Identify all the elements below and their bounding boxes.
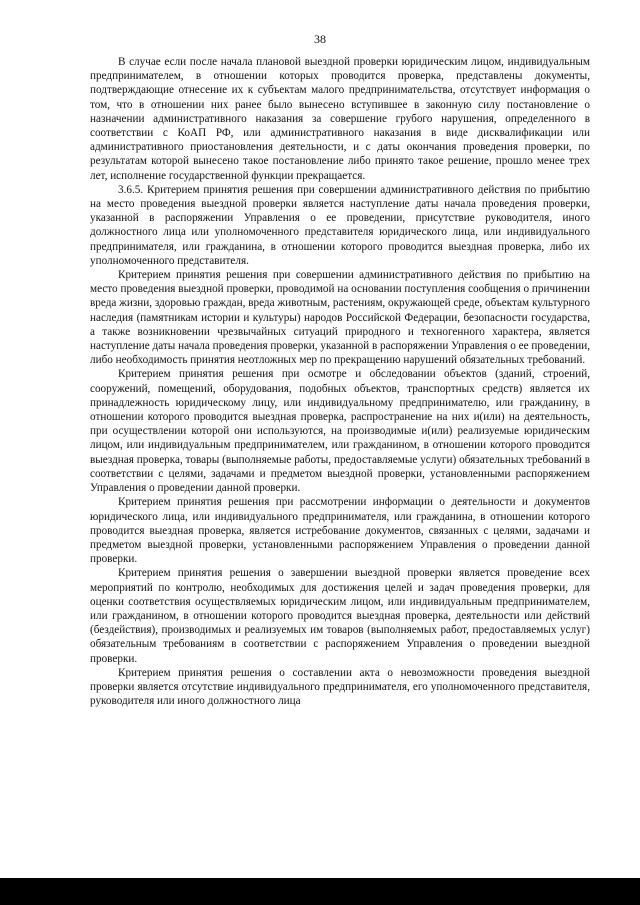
paragraph-3-6-5-arrival-criterion: 3.6.5. Критерием принятия решения при совершении административного действия по прибытию на место проведения выездной проверки является наступление даты начала проведения проверки, указанной в распоряжении Управления о ее проведении, присутствие руководителя, иного должностного лица или уполномоченного представителя юридического лица, или индивидуального предпринимателя, или гражданина, в отношении которого проводится выездная проверка, либо их уполномоченного представителя.	[90, 183, 590, 267]
paragraph-documents-review-criterion: Критерием принятия решения при рассмотрении информации о деятельности и документов юридического лица, или индивидуального предпринимателя, или гражданина, в отношении которого проводится выездная проверка, является истребование документов, связанных с целями, задачами и предметом выездной проверки, установленными распоряжением Управления о проведении данной проверки.	[90, 496, 590, 566]
paragraph-small-business-exemption: В случае если после начала плановой выездной проверки юридическим лицом, индивидуальным предпринимателем, в отношении которых проводится проверка, представлены документы, подтверждающие отнесение их к субъектам малого предпринимательства, отсутствует информация о том, что в отношении них ранее было вынесено вступившее в законную силу постановление о назначении административного наказания за совершение грубого нарушения, определенного в соответствии с КоАП РФ, или административного наказания в виде дисквалификации или административного приостановления деятельности, и с даты окончания проведения проверки, по результатам которой вынесено такое постановление либо принято такое решение, прошло менее трех лет, исполнение государственной функции прекращается.	[90, 56, 590, 182]
page-number: 38	[314, 32, 326, 46]
paragraph-harm-report-criterion: Критерием принятия решения при совершении административного действия по прибытию на место проведения выездной проверки, проводимой на основании поступления сообщения о причинении вреда жизни, здоровью граждан, вреда животным, растениям, окружающей среде, объектам культурного наследия (памятникам истории и культуры) народов Российской Федерации, безопасности государства, а также возникновении чрезвычайных ситуаций природного и техногенного характера, является наступление даты начала проведения проверки, указанной в распоряжении Управления о ее проведении, либо необходимость принятия неотложных мер по прекращению нарушений обязательных требований.	[90, 269, 591, 367]
paragraph-inspection-objects-criterion: Критерием принятия решения при осмотре и обследовании объектов (зданий, строений, сооружений, помещений, оборудования, подобных объектов, транспортных средств) является их принадлежность юридическому лицу, или индивидуальному предпринимателю, или гражданину, в отношении которого проводится выездная проверка, распространение на них и(или) на деятельность, при осуществлении которой они используются, на производимые и(или) реализуемые юридическим лицом, или индивидуальным предпринимателем, или гражданином, в отношении которого проводится выездная проверка, товары (выполняемые работы, предоставляемые услуги) обязательных требований в соответствии с целями, задачами и предметом выездной проверки, установленными распоряжением Управления о проведении данной проверки.	[90, 368, 590, 495]
paragraph-impossibility-act-criterion: Критерием принятия решения о составлении акта о невозможности проведения выездной проверки является отсутствие индивидуального предпринимателя, его уполномоченного представителя, руководителя или иного должностного лица	[90, 666, 590, 708]
document-body	[90, 55, 590, 708]
paragraph-completion-criterion: Критерием принятия решения о завершении выездной проверки является проведение всех мероприятий по контролю, необходимых для достижения целей и задач проведения проверки, для оценки соответствия осуществляемых юридическим лицом, или индивидуальным предпринимателем, или гражданином, в отношении которого проводится выездная проверка, деятельности или действий (бездействия), производимых и реализуемых им товаров (выполняемых работ, предоставляемых услуг) обязательным требованиям в соответствии с распоряжением Управления о проведении выездной проверки.	[90, 567, 590, 665]
scan-bottom-border	[0, 878, 640, 905]
